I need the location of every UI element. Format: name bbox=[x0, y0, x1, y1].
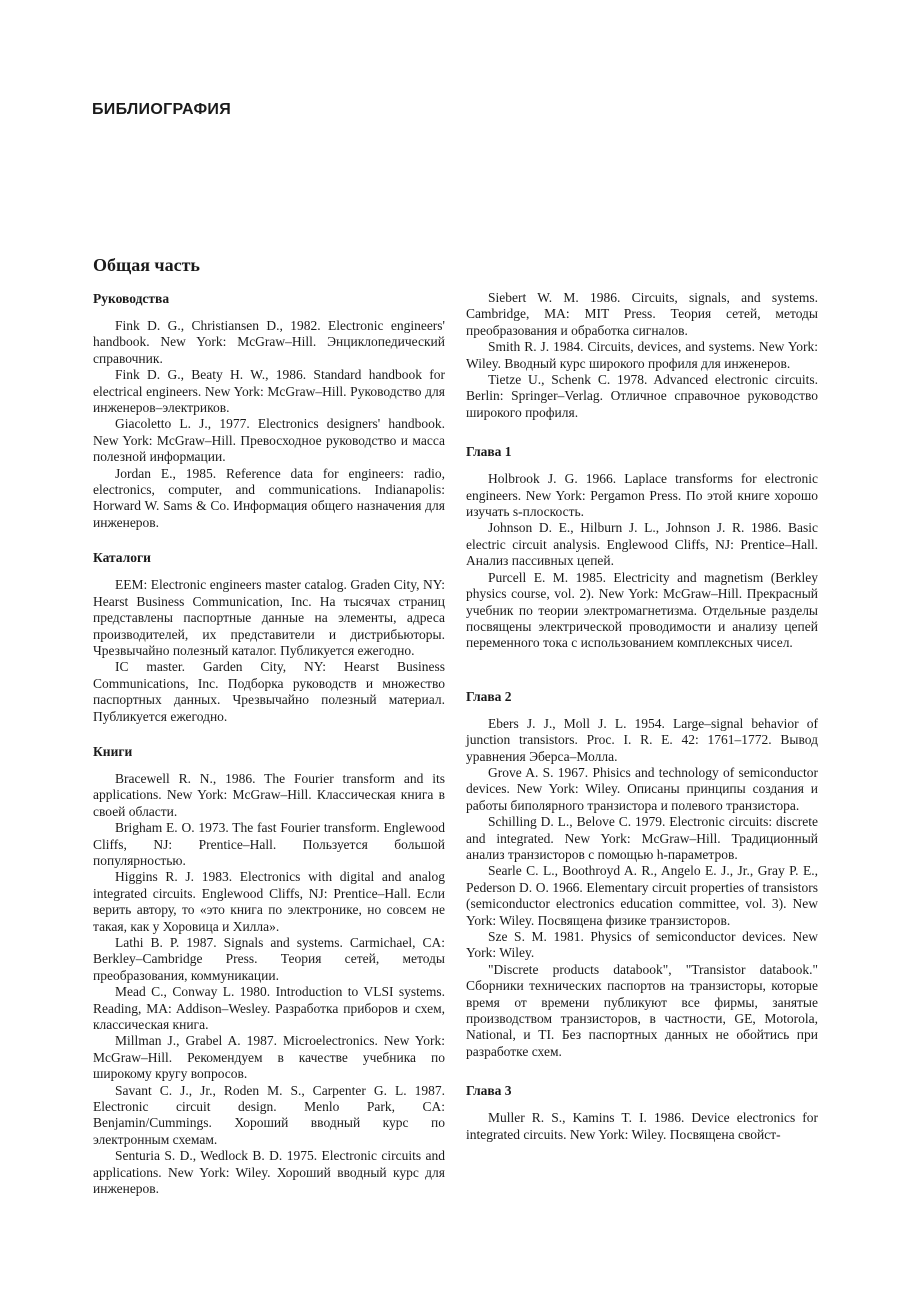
bibliography-entry: Johnson D. E., Hilburn J. L., Johnson J. R. 1986. Basic electric circuit analysis. Englewood Cliffs, NJ: Prentice–Hall. Анализ пассивных цепей. bbox=[466, 520, 818, 569]
bibliography-entry: Higgins R. J. 1983. Electronics with digital and analog integrated circuits. Englewood Cliffs, NJ: Prentice–Hall. Если верить автору, то «это книга по электронике, но совсем не такая, как у Хоровица и Хилла». bbox=[93, 869, 445, 934]
bibliography-entry: Tietze U., Schenk C. 1978. Advanced electronic circuits. Berlin: Springer–Verlag. Отличное справочное руководство широкого профиля. bbox=[466, 372, 818, 420]
bibliography-entry: Sze S. M. 1981. Physics of semiconductor devices. New York: Wiley. bbox=[466, 929, 818, 961]
bibliography-entry: Fink D. G., Christiansen D., 1982. Electronic engineers' handbook. New York: McGraw–Hill. Энциклопедический справочник. bbox=[93, 318, 445, 366]
section-title: Общая часть bbox=[93, 255, 200, 275]
bibliography-section bbox=[93, 549, 445, 725]
bibliography-entry: Purcell E. M. 1985. Electricity and magnetism (Berkley physics course, vol. 2). New York: McGraw–Hill. Прекрасный учебник по теории электромагнетизма. Отдельные разделы посвящены электрической проводимости и анализу цепей переменного тока с использованием комплексных чисел. bbox=[466, 569, 818, 651]
subsection-heading: Каталоги bbox=[93, 550, 151, 566]
bibliography-entry: Searle C. L., Boothroyd A. R., Angelo E. J., Jr., Gray P. E., Pederson D. O. 1966. Elementary circuit properties of transistors (semiconductor electronics education committee, vol. 3). New York: Wiley. Посвящена физике транзисторов. bbox=[466, 863, 818, 928]
bibliography-section bbox=[93, 290, 445, 531]
bibliography-entry: Muller R. S., Kamins T. I. 1986. Device electronics for integrated circuits. New York: Wiley. Посвящена свойст- bbox=[466, 1110, 818, 1142]
subsection-heading: Книги bbox=[93, 743, 133, 759]
bibliography-entry: Schilling D. L., Belove C. 1979. Electronic circuits: discrete and integrated. New York: McGraw–Hill. Традиционный анализ транзисторов с помощью h-параметров. bbox=[466, 814, 818, 862]
entry-list bbox=[93, 318, 445, 531]
bibliography-section bbox=[466, 290, 818, 421]
bibliography-entry: Millman J., Grabel A. 1987. Microelectronics. New York: McGraw–Hill. Рекомендуем в качестве учебника по широкому кругу вопросов. bbox=[93, 1033, 445, 1082]
subsection-heading: Глава 1 bbox=[466, 444, 512, 460]
subsection-heading: Руководства bbox=[93, 291, 170, 306]
bibliography-entry: Bracewell R. N., 1986. The Fourier transform and its applications. New York: McGraw–Hill. Классическая книга в своей области. bbox=[93, 770, 445, 819]
entry-list bbox=[466, 471, 818, 651]
bibliography-entry: Smith R. J. 1984. Circuits, devices, and systems. New York: Wiley. Вводный курс широкого профиля для инженеров. bbox=[466, 339, 818, 371]
bibliography-entry: Senturia S. D., Wedlock B. D. 1975. Electronic circuits and applications. New York: Wiley. Хороший вводный курс для инженеров. bbox=[93, 1148, 445, 1197]
bibliography-entry: Siebert W. M. 1986. Circuits, signals, and systems. Cambridge, MA: MIT Press. Теория сетей, методы преобразования и обработка сигналов. bbox=[466, 290, 818, 338]
bibliography-entry: Holbrook J. G. 1966. Laplace transforms for electronic engineers. New York: Pergamon Press. По этой книге хорошо изучать s-плоскость. bbox=[466, 471, 818, 520]
bibliography-entry: EEM: Electronic engineers master catalog. Graden City, NY: Hearst Business Communication, Inc. На тысячах страниц представлены паспортные данные на элементы, адреса производителей, их представители и дистрибьюторы. Чрезвычайно полезный каталог. Публикуется ежегодно. bbox=[93, 577, 445, 658]
bibliography-entry: Jordan E., 1985. Reference data for engineers: radio, electronics, computer, and communications. Indianapolis: Horward W. Sams & Co. Информация общего назначения для инженеров. bbox=[93, 465, 445, 530]
entry-list bbox=[466, 290, 818, 421]
bibliography-entry: Ebers J. J., Moll J. L. 1954. Large–signal behavior of junction transistors. Proc. I. R. E. 42: 1761–1772. Вывод уравнения Эберса–Молла. bbox=[466, 715, 818, 764]
bibliography-entry: Mead C., Conway L. 1980. Introduction to VLSI systems. Reading, MA: Addison–Wesley. Разработка приборов и схем, классическая книга. bbox=[93, 984, 445, 1033]
bibliography-entry: Fink D. G., Beaty H. W., 1986. Standard handbook for electrical engineers. New York: McGraw–Hill. Руководство для инженеров–электриков. bbox=[93, 367, 445, 416]
entry-list bbox=[93, 771, 445, 1198]
bibliography-entry: Grove A. S. 1967. Phisics and technology of semiconductor devices. New York: Wiley. Описаны принципы создания и работы биполярного транзистора и полевого транзистора. bbox=[466, 764, 818, 813]
subsection-heading: Глава 2 bbox=[466, 688, 512, 704]
bibliography-entry: Brigham E. O. 1973. The fast Fourier transform. Englewood Cliffs, NJ: Prentice–Hall. Пользуется большой популярностью. bbox=[93, 820, 445, 868]
left-column bbox=[93, 290, 445, 1198]
bibliography-entry: Savant C. J., Jr., Roden M. S., Carpenter G. L. 1987. Electronic circuit design. Menlo Park, CA: Benjamin/Cummings. Хороший вводный курс по электронным схемам. bbox=[93, 1082, 445, 1147]
bibliography-entry: Lathi B. P. 1987. Signals and systems. Carmichael, CA: Berkley–Cambridge Press. Теория сетей, методы преобразования, коммуникации. bbox=[93, 935, 445, 983]
bibliography-section bbox=[466, 688, 818, 1061]
bibliography-section bbox=[93, 743, 445, 1198]
entry-list bbox=[466, 716, 818, 1061]
entry-list bbox=[93, 577, 445, 725]
bibliography-entry: IC master. Garden City, NY: Hearst Business Communications, Inc. Подборка руководств и множество паспортных данных. Чрезвычайно полезный материал. Публикуется ежегодно. bbox=[93, 659, 445, 724]
entry-list bbox=[466, 1110, 818, 1143]
bibliography-section bbox=[466, 1082, 818, 1143]
right-column bbox=[466, 290, 818, 1143]
subsection-heading: Глава 3 bbox=[466, 1083, 512, 1099]
bibliography-section bbox=[466, 443, 818, 651]
page-heading: БИБЛИОГРАФИЯ bbox=[92, 101, 232, 118]
bibliography-entry: Giacoletto L. J., 1977. Electronics designers' handbook. New York: McGraw–Hill. Превосходное руководство и масса полезной информации. bbox=[93, 416, 445, 465]
bibliography-entry: "Discrete products databook", "Transistor databook." Сборники технических паспортов на транзисторы, которые время от времени публикуют все фирмы, занятые производством транзисторов, в частности, GE, Motorola, National, и TI. Без паспортных данных не обойтись при разработке схем. bbox=[466, 961, 818, 1059]
